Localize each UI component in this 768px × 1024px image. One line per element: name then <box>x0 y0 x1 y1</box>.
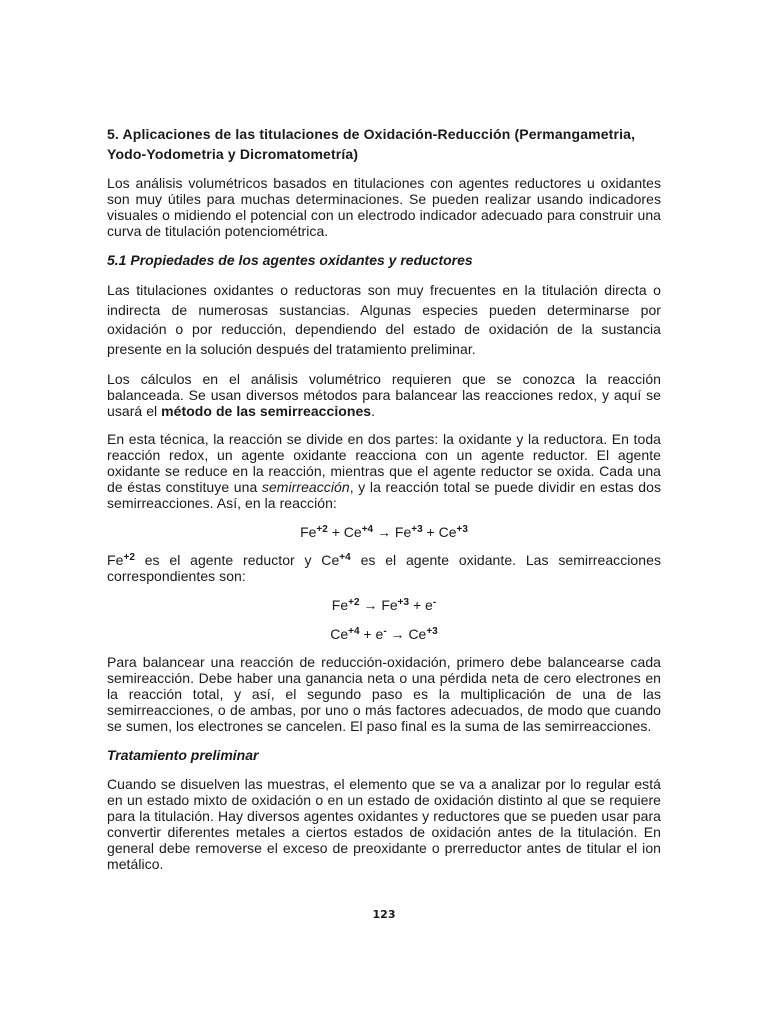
eq-charge: +4 <box>348 626 360 637</box>
equation-total-reaction <box>107 523 661 541</box>
eq-charge: +4 <box>361 524 374 535</box>
calc-text-end: . <box>371 403 376 419</box>
eq-charge: +3 <box>426 626 438 637</box>
eq-fe: Fe <box>381 597 398 613</box>
eq-charge: +2 <box>348 597 360 608</box>
eq-fe: Fe <box>300 524 317 540</box>
paragraph-calculations <box>107 371 661 419</box>
eq-arrow: → <box>373 524 395 540</box>
eq-charge: +3 <box>411 524 423 535</box>
eq-fe: Fe <box>331 597 349 613</box>
eq-ce: Ce <box>343 524 362 540</box>
eq-ce: Ce <box>438 524 457 540</box>
technique-text-start: En esta técnica, la reacción se divide en dos partes: la oxidante y la reductora. En toda reacción redox, un agente oxidante reacciona con un agente reductor. El agente oxidante se reduce en la reacción, mientras que el agente reductor se oxida. Cada una de éstas constituye una <box>107 431 661 495</box>
eq-plus: + <box>327 524 344 540</box>
eq-charge: +2 <box>316 524 328 535</box>
method-term: método de las semirreacciones <box>161 403 372 419</box>
subsection-heading: 5.1 Propiedades de los agentes oxidantes y reductores <box>107 252 473 268</box>
technique-text-end: , y la reacción total se puede dividir en estas dos semirreacciones. Así, en la reacción: <box>107 479 661 511</box>
equation-half-reaction-fe <box>107 596 661 614</box>
intro-paragraph: Los análisis volumétricos basados en titulaciones con agentes reductores u oxidantes son muy útiles para muchas determinaciones. Se pueden realizar usando indicadores visuales o midiendo el potencial con un electrodo indicador adecuado para construir una curva de titulación potenciométrica. <box>107 175 661 239</box>
eq-electron: e <box>375 626 384 642</box>
equation-half-reaction-ce <box>107 625 661 643</box>
eq-charge: - <box>383 626 387 637</box>
eq-arrow: → <box>386 626 409 642</box>
eq-fe: Fe <box>394 524 412 540</box>
eq-charge: - <box>432 597 437 608</box>
calc-text-start: Los cálculos en el análisis volumétrico requieren que se conozca la reacción balanceada. Se usan diversos métodos para balancear las reacciones redox, y aquí se usará el <box>107 371 661 419</box>
page-number: 123 <box>372 908 396 921</box>
paragraph-titrations: Las titulaciones oxidantes o reductoras son muy frecuentes en la titulación directa o indirecta de numerosas sustancias. Algunas especies pueden determinarse por oxidación o por reducción, dependiendo del estado de oxidación de la sustancia presente en la solución después del tratamiento preliminar. <box>107 282 661 357</box>
eq-ce: Ce <box>408 626 427 642</box>
eq-ce: Ce <box>330 626 349 642</box>
pretreatment-heading: Tratamiento preliminar <box>107 747 259 763</box>
paragraph-agents <box>107 552 661 584</box>
eq-plus: + <box>422 524 439 540</box>
semireaction-term: semirreacción <box>261 479 350 495</box>
eq-arrow: → <box>359 597 382 613</box>
agents-text-2: es el agente oxidante. Las semirreacciones correspondientes son: <box>107 552 661 584</box>
eq-charge: +3 <box>397 597 410 608</box>
eq-plus: + <box>409 597 426 613</box>
paragraph-balancing: Para balancear una reacción de reducción-oxidación, primero debe balancearse cada semireacción. Debe haber una ganancia neta o una pérdida neta de cero electrones en la reacción total, y así, el segundo paso es la multiplicación de una de las semirreacciones, o de ambas, por uno o más factores adecuados, de modo que cuando se sumen, los electrones se cancelen. El paso final es la suma de las semirreacciones. <box>107 654 661 734</box>
eq-charge: +4 <box>339 552 351 563</box>
eq-plus: + <box>359 626 376 642</box>
paragraph-technique <box>107 431 661 511</box>
page-content <box>107 124 661 884</box>
eq-charge: +3 <box>456 524 468 535</box>
agents-text-1: es el agente reductor y Ce <box>134 552 340 568</box>
eq-charge: +2 <box>123 552 135 563</box>
paragraph-pretreatment: Cuando se disuelven las muestras, el elemento que se va a analizar por lo regular está en un estado mixto de oxidación o en un estado de oxidación distinto al que se requiere para la titulación. Hay diversos agentes oxidantes y reductores que se pueden usar para convertir diferentes metales a ciertos estados de oxidación antes de la titulación. En general debe removerse el exceso de preoxidante o prerreductor antes de titular el ion metálico. <box>107 776 661 872</box>
eq-electron: e <box>425 597 433 613</box>
section-heading <box>107 124 661 164</box>
eq-fe: Fe <box>107 552 124 568</box>
section-heading-line2: Yodo-Yodometria y Dicromatometría) <box>107 146 359 162</box>
section-heading-line1: 5. Aplicaciones de las titulaciones de Oxidación-Reducción (Permangametria, <box>107 126 636 142</box>
